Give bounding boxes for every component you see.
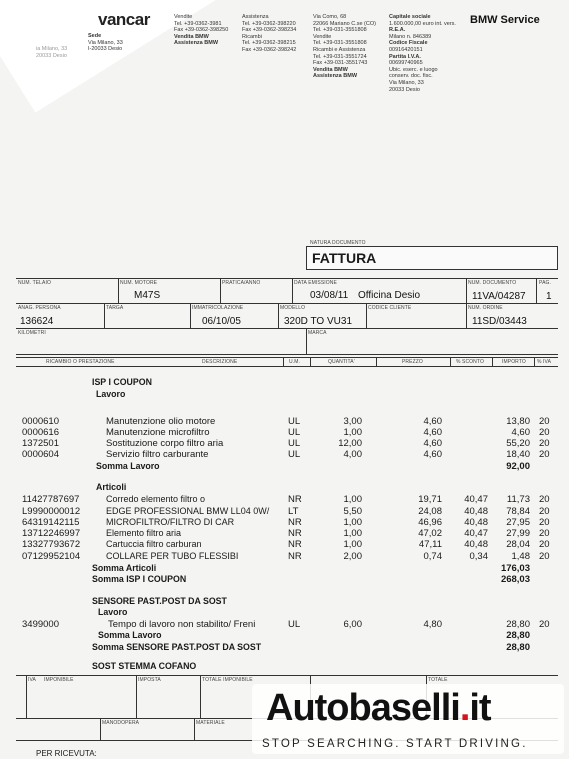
company-legal-info: Capitale sociale 1.600.000,00 euro int. vers. R.E.A. Milano n. 846389 Codice Fiscale 00916420151 Partita I.V.A. 00699740965 Ubic. eserc. e luogo conserv. doc. fisc. Via Milano, 33 20033 Desio bbox=[389, 14, 456, 93]
line-amount: 28,80 bbox=[506, 641, 530, 653]
contacts-mariano: Via Como, 68 22066 Mariano C.se (CO) Tel. +39-031-3551808 Vendite Tel. +39-031-3551808 Ricambi e Assistenza Tel. +39-031-3551724 Fax +39-031-3551743 Vendita BMW Assistenza BMW bbox=[313, 14, 376, 80]
line-description: Somma ISP I COUPON bbox=[92, 573, 187, 584]
line-discount: 40,48 bbox=[464, 516, 488, 528]
line-quantity: 3,00 bbox=[343, 415, 362, 427]
line-price: 47,11 bbox=[418, 539, 442, 551]
line-price: 4,60 bbox=[423, 438, 442, 450]
watermark-title bbox=[266, 687, 491, 729]
line-quantity: 1,00 bbox=[343, 528, 362, 540]
line-um: NR bbox=[288, 516, 302, 528]
line-um: UL bbox=[288, 426, 301, 438]
watermark-logo bbox=[266, 686, 491, 730]
line-vat: 20 bbox=[539, 426, 550, 438]
faded-address: ia Milano, 33 20033 Desio bbox=[36, 46, 68, 59]
col-header-desc: DESCRIZIONE bbox=[202, 359, 238, 365]
contacts-assistenza: Assistenza Tel. +39-0362-398220 Fax +39-0362-398234 Ricambi Tel. +39-0362-398215 Fax +39-0362-398242 bbox=[242, 14, 297, 53]
line-item-row bbox=[0, 551, 569, 562]
line-discount: 40,47 bbox=[464, 494, 488, 506]
line-quantity: 1,00 bbox=[343, 539, 362, 551]
footer-imponibile-label: IMPONIBILE bbox=[44, 677, 74, 683]
targa-label: TARGA bbox=[106, 305, 124, 311]
codcliente-label: CODICE CLIENTE bbox=[368, 305, 412, 311]
line-description: Somma SENSORE PAST.POST DA SOST bbox=[92, 641, 262, 652]
line-vat: 20 bbox=[539, 550, 550, 562]
line-code: 3499000 bbox=[22, 618, 59, 630]
numdoc-value: 11VA/04287 bbox=[472, 291, 526, 302]
pratica-label: PRATICA/ANNO bbox=[222, 280, 261, 286]
persona-label: ANAG. PERSONA bbox=[18, 305, 61, 311]
line-amount: 28,80 bbox=[506, 629, 530, 641]
line-item-row bbox=[0, 574, 569, 585]
numdoc-label: NUM. DOCUMENTO bbox=[468, 280, 517, 286]
line-um: NR bbox=[288, 528, 302, 540]
line-um: UL bbox=[288, 415, 301, 427]
line-um: NR bbox=[288, 539, 302, 551]
line-um: UL bbox=[288, 438, 301, 450]
doc-title: FATTURA bbox=[312, 250, 377, 266]
line-price: 4,80 bbox=[423, 618, 442, 630]
col-header-disc: % SCONTO bbox=[456, 359, 484, 365]
line-amount: 28,04 bbox=[506, 539, 530, 551]
line-item-row bbox=[0, 438, 569, 449]
immatric-label: IMMATRICOLAZIONE bbox=[192, 305, 244, 311]
line-item-row bbox=[0, 494, 569, 505]
line-code: 11427787697 bbox=[22, 494, 80, 506]
line-description: Somma Articoli bbox=[92, 562, 157, 573]
line-price: 47,02 bbox=[418, 528, 442, 540]
footer-totale-label: TOTALE bbox=[428, 677, 448, 683]
line-amount: 4,60 bbox=[511, 426, 530, 438]
company-logo: vancar bbox=[98, 10, 150, 29]
line-amount: 28,80 bbox=[506, 618, 530, 630]
data-label: DATA EMISSIONE bbox=[294, 280, 337, 286]
line-item-row bbox=[0, 377, 569, 388]
brand-title: BMW Service bbox=[470, 14, 540, 26]
line-amount: 11,73 bbox=[506, 494, 530, 506]
line-description: SOST STEMMA COFANO bbox=[92, 661, 197, 672]
line-price: 4,60 bbox=[423, 426, 442, 438]
line-item-row bbox=[0, 619, 569, 630]
line-quantity: 4,00 bbox=[343, 449, 362, 461]
col-header-um: U.M. bbox=[289, 359, 300, 365]
line-vat: 20 bbox=[539, 528, 550, 540]
line-description: Somma Lavoro bbox=[98, 629, 162, 640]
doc-nature-label: NATURA DOCUMENTO bbox=[310, 240, 366, 246]
line-vat: 20 bbox=[539, 618, 550, 630]
watermark-title-dot: . bbox=[459, 687, 470, 729]
officina-value: Officina Desio bbox=[358, 290, 421, 301]
line-um: NR bbox=[288, 494, 302, 506]
line-item-row bbox=[0, 517, 569, 528]
line-item-row bbox=[0, 506, 569, 517]
line-amount: 18,40 bbox=[506, 449, 530, 461]
line-description: Tempo di lavoro non stabilito/ Freni bbox=[108, 618, 256, 630]
line-item-row bbox=[0, 482, 569, 493]
immatric-value: 06/10/05 bbox=[202, 316, 241, 327]
data-value: 03/08/11 bbox=[310, 290, 349, 301]
line-vat: 20 bbox=[539, 415, 550, 427]
line-code: 13712246997 bbox=[22, 528, 81, 540]
line-description: Elemento filtro aria bbox=[106, 528, 182, 539]
company-seat: Sede Via Milano, 33 I-20033 Desio bbox=[88, 33, 123, 53]
line-price: 4,60 bbox=[423, 449, 442, 461]
footer-iva-label: IVA bbox=[28, 677, 36, 683]
modello-value: 320D TO VU31 bbox=[284, 316, 353, 327]
line-code: 0000616 bbox=[22, 426, 59, 438]
watermark-title-tld: it bbox=[469, 687, 491, 729]
line-price: 0,74 bbox=[423, 550, 442, 562]
footer-manodopera-label: MANODOPERA bbox=[102, 720, 140, 726]
line-description: Somma Lavoro bbox=[96, 460, 160, 471]
line-code: 1372501 bbox=[22, 438, 59, 450]
line-item-row bbox=[0, 630, 569, 641]
line-quantity: 12,00 bbox=[338, 438, 362, 450]
line-um: LT bbox=[288, 505, 299, 517]
line-item-row bbox=[0, 607, 569, 618]
line-price: 46,96 bbox=[418, 516, 442, 528]
telaio-label: NUM. TELAIO bbox=[18, 280, 51, 286]
line-code: 0000610 bbox=[22, 415, 59, 427]
line-description: ISP I COUPON bbox=[92, 377, 152, 388]
line-item-row bbox=[0, 642, 569, 653]
line-description: MICROFILTRO/FILTRO DI CAR bbox=[106, 516, 235, 527]
marca-label: MARCA bbox=[308, 330, 327, 336]
km-label: KILOMETRI bbox=[18, 330, 46, 336]
line-vat: 20 bbox=[539, 539, 550, 551]
watermark-title-main: Autobaselli bbox=[266, 687, 460, 729]
line-um: NR bbox=[288, 550, 302, 562]
col-header-qty: QUANTITA' bbox=[328, 359, 355, 365]
line-item-row bbox=[0, 528, 569, 539]
line-item-row bbox=[0, 416, 569, 427]
line-item-row bbox=[0, 461, 569, 472]
line-discount: 40,48 bbox=[464, 539, 488, 551]
line-description: Lavoro bbox=[98, 606, 128, 617]
line-description: Manutenzione microfiltro bbox=[106, 426, 210, 438]
line-amount: 78,84 bbox=[506, 505, 530, 517]
line-vat: 20 bbox=[539, 438, 550, 450]
line-code: L9990000012 bbox=[22, 505, 81, 517]
line-description: Servizio filtro carburante bbox=[106, 449, 209, 461]
line-code: 07129952104 bbox=[22, 550, 81, 562]
line-quantity: 1,00 bbox=[343, 516, 362, 528]
line-amount: 55,20 bbox=[506, 438, 530, 450]
line-description: COLLARE PER TUBO FLESSIBI bbox=[106, 550, 239, 561]
line-vat: 20 bbox=[539, 516, 550, 528]
pag-value: 1 bbox=[546, 291, 552, 302]
line-description: Cartuccia filtro carburan bbox=[106, 539, 202, 550]
line-um: UL bbox=[288, 449, 301, 461]
line-amount: 1,48 bbox=[511, 550, 530, 562]
line-code: 0000604 bbox=[22, 449, 59, 461]
line-code: 64319142115 bbox=[22, 516, 80, 528]
line-amount: 27,95 bbox=[506, 516, 530, 528]
footer-ricevuta-label: PER RICEVUTA: bbox=[36, 749, 97, 758]
line-item-row bbox=[0, 449, 569, 460]
line-code: 13327793672 bbox=[22, 539, 81, 551]
contacts-vendite: Vendite Tel. +39-0362-3981 Fax +39-0362-398250 Vendita BMW Assistenza BMW bbox=[174, 14, 229, 47]
footer-imposta-label: IMPOSTA bbox=[138, 677, 161, 683]
line-amount: 92,00 bbox=[506, 460, 530, 472]
persona-value: 136624 bbox=[20, 316, 54, 327]
line-amount: 27,99 bbox=[506, 528, 530, 540]
line-item-row bbox=[0, 539, 569, 550]
line-description: Manutenzione olio motore bbox=[106, 415, 216, 427]
ordine-label: NUM. ORDINE bbox=[468, 305, 503, 311]
line-item-row bbox=[0, 563, 569, 574]
pag-label: PAG. bbox=[539, 280, 551, 286]
line-amount: 176,03 bbox=[500, 562, 530, 574]
col-header-amount: IMPORTO bbox=[502, 359, 526, 365]
line-item-row bbox=[0, 596, 569, 607]
line-discount: 40,47 bbox=[464, 528, 488, 540]
footer-totale-imponibile-label: TOTALE IMPONIBILE bbox=[202, 677, 253, 683]
line-price: 24,08 bbox=[418, 505, 442, 517]
line-vat: 20 bbox=[539, 505, 550, 517]
line-quantity: 5,50 bbox=[343, 505, 362, 517]
line-amount: 13,80 bbox=[506, 415, 530, 427]
line-quantity: 1,00 bbox=[343, 426, 362, 438]
line-vat: 20 bbox=[539, 449, 550, 461]
line-discount: 40,48 bbox=[464, 505, 488, 517]
line-quantity: 1,00 bbox=[343, 494, 362, 506]
col-header-code: RICAMBIO O PRESTAZIONE bbox=[46, 359, 115, 365]
motore-value: M47S bbox=[134, 290, 161, 301]
col-header-price: PREZZO bbox=[402, 359, 423, 365]
line-price: 4,60 bbox=[423, 415, 442, 427]
line-description: Articoli bbox=[96, 482, 127, 493]
col-header-vat: % IVA bbox=[537, 359, 552, 365]
line-item-row bbox=[0, 389, 569, 400]
line-description: Lavoro bbox=[96, 388, 126, 399]
line-description: Corredo elemento filtro o bbox=[106, 494, 206, 505]
line-quantity: 2,00 bbox=[343, 550, 362, 562]
line-description: EDGE PROFESSIONAL BMW LL04 0W/ bbox=[106, 505, 270, 516]
line-price: 19,71 bbox=[418, 494, 442, 506]
modello-label: MODELLO bbox=[280, 305, 306, 311]
line-amount: 268,03 bbox=[500, 573, 530, 585]
line-item-row bbox=[0, 661, 569, 672]
line-item-row bbox=[0, 427, 569, 438]
motore-label: NUM. MOTORE bbox=[120, 280, 158, 286]
line-description: Sostituzione corpo filtro aria bbox=[106, 438, 224, 450]
watermark-tagline: STOP SEARCHING. START DRIVING. bbox=[262, 738, 528, 750]
footer-materiale-label: MATERIALE bbox=[196, 720, 225, 726]
ordine-value: 11SD/03443 bbox=[472, 316, 527, 327]
line-description: SENSORE PAST.POST DA SOST bbox=[92, 595, 227, 606]
line-discount: 0,34 bbox=[469, 550, 488, 562]
line-um: UL bbox=[288, 618, 301, 630]
line-quantity: 6,00 bbox=[343, 618, 362, 630]
line-vat: 20 bbox=[539, 494, 550, 506]
